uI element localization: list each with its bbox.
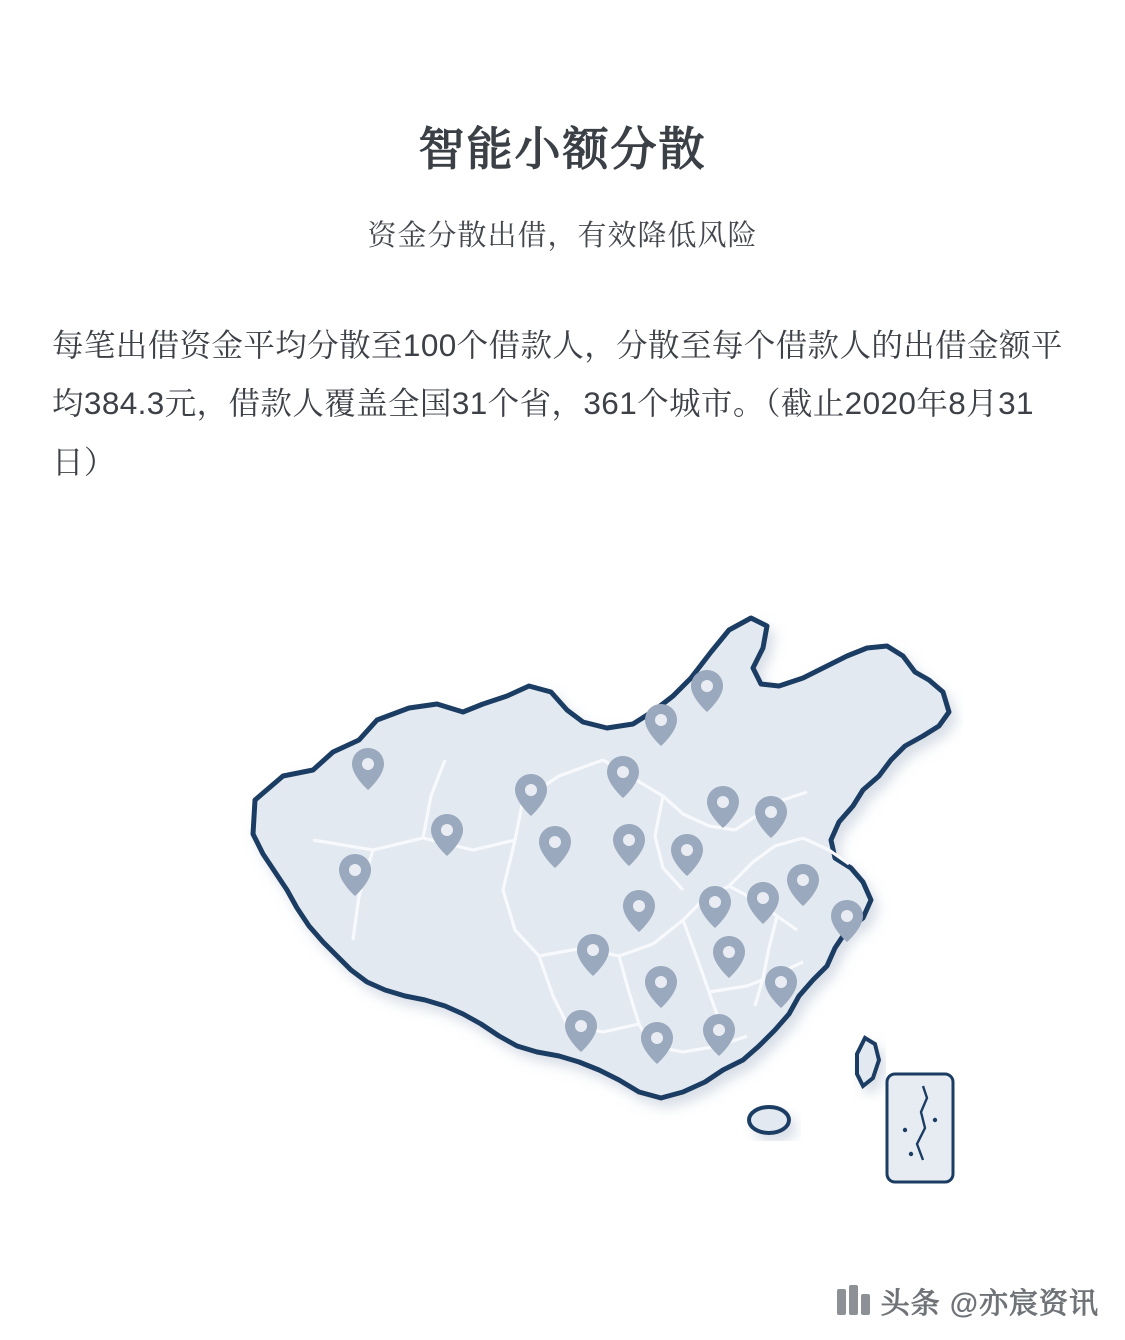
toutiao-logo-icon xyxy=(837,1285,871,1319)
body-paragraph: 每笔出借资金平均分散至100个借款人，分散至每个借款人的出借金额平均384.3元，借款人覆盖全国31个省，361个城市。（截止2020年8月31日） xyxy=(52,327,1063,480)
china-map-svg xyxy=(163,600,963,1240)
taiwan-shape xyxy=(857,1038,879,1086)
south-china-sea-inset xyxy=(887,1074,953,1182)
watermark xyxy=(837,1281,1099,1322)
hainan-shape xyxy=(749,1107,789,1133)
page-subtitle: 资金分散出借，有效降低风险 xyxy=(367,220,758,253)
page-title: 智能小额分散 xyxy=(418,123,707,175)
china-map xyxy=(0,600,1125,1280)
watermark-text: 头条 @亦宸资讯 xyxy=(880,1288,1099,1320)
